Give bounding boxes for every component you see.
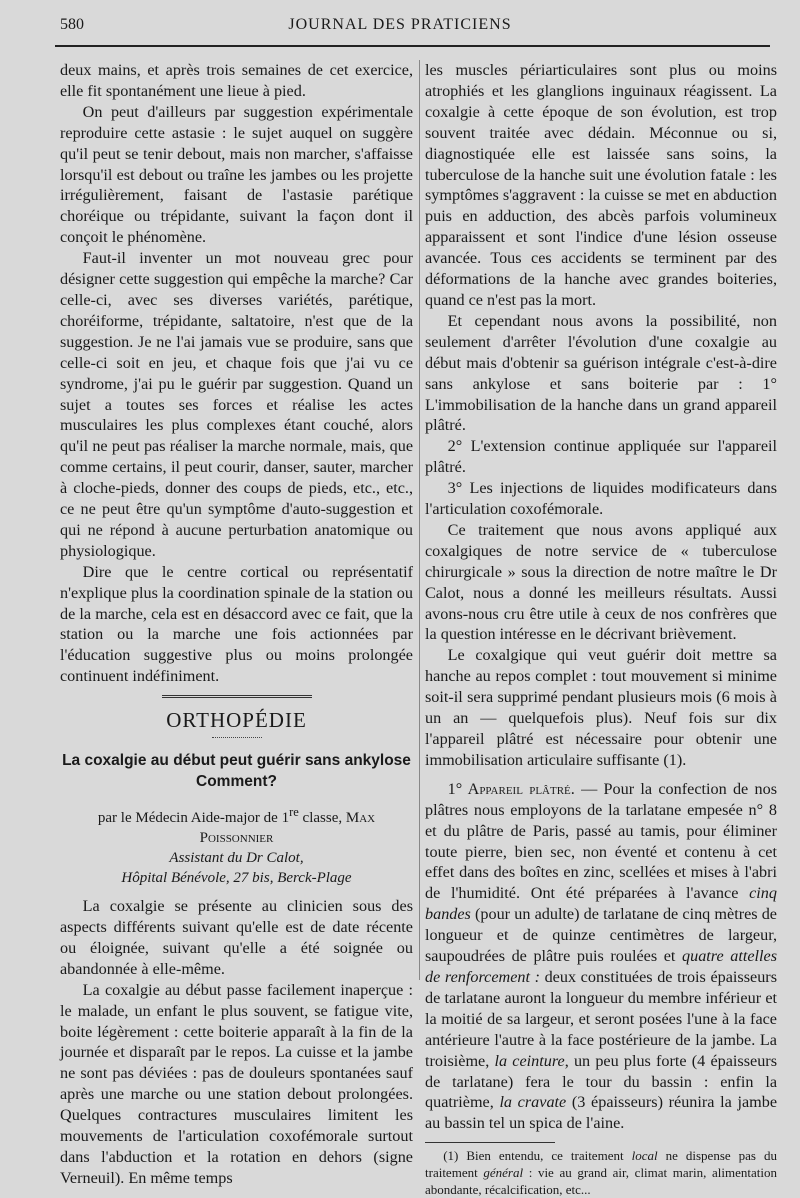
text-run: (3 épaisseurs) réunira la jambe au bassin tel un spica de l'aine. (425, 1093, 777, 1133)
running-head (0, 16, 800, 42)
text-run: (pour un adulte) de tarlatane de cinq mètres de longueur et de quinze centimètres de largeur, saupoudrées de plâtre puis roulées et (425, 905, 777, 966)
text-run: deux constituées de trois épaisseurs de tarlatane auront la longueur du membre inférieur et la moitié de sa largeur, et seront posées l'une à la face antérieure l'autre à la face postérieure de la jambe. La troisième, (425, 967, 777, 1070)
header-rule (55, 45, 770, 47)
paragraph: deux mains, et après trois semaines de cet exercice, elle fit spontanément une lieue à pied. (60, 61, 413, 100)
text-run: — Pour la confection de nos plâtres nous employons de la tarlatane empesée n° 8 et du plâtre de Paris, passé au tamis, pour éliminer toute pierre, bien sec, non éventé et contenu à cet effet dans des boîtes en zinc, scellées et mises à l'abri de l'humidité. Ont été préparées à l'avance (425, 779, 778, 903)
emphasis: quatre attelles de renforcement : (425, 947, 777, 986)
paragraph: 3° Les injections de liquides modificateurs dans l'articulation coxofémorale. (425, 479, 777, 519)
article-title (60, 750, 413, 792)
author-affiliation: Hôpital Bénévole, 27 bis, Berck-Plage (121, 870, 352, 887)
journal-title: JOURNAL DES PRATICIENS (288, 16, 512, 33)
paragraph: Le coxalgique qui veut guérir doit mettre sa hanche au repos complet : tout mouvement si minime soit-il sera supprimé pendant plusieurs mois (6 mois à un an — quelquefois plus). Neuf fois sur dix l'appareil plâtré est nécessaire pour obtenir une immobilisation articulaire suffisante (1). (425, 646, 777, 769)
paragraph: La coxalgie se présente au clinicien sous des aspects différents suivant qu'elle est de date récente ou éloignée, suivant qu'elle a été soignée ou abandonnée à elle-même. (60, 897, 413, 978)
page-number: 580 (60, 16, 84, 33)
emphasis: cinq bandes (425, 884, 777, 924)
paragraph: La coxalgie au début passe facilement inaperçue : le malade, un enfant le plus souvent, se fatigue vite, boite légèrement : cette boiterie apparaît à la fin de la journée et disparaît par le repos. La cuisse et la jambe ne sont pas déviées : pas de douleurs spontanées sauf après une marche ou une station debout prolongées. Quelques contractures musculaires limitent les mouvements de l'articulation coxofémorale surtout dans l'abduction et la rotation en dehors (signe Verneuil). En même temps (60, 980, 413, 1187)
section-underline (212, 737, 262, 738)
appareil-paragraph (425, 779, 777, 1134)
subsection-heading: 1° Appareil plâtré. (447, 779, 575, 798)
emphasis: la ceinture (494, 1051, 565, 1070)
byline-middle: classe, (298, 810, 346, 827)
section-heading: ORTHOPÉDIE (166, 708, 307, 733)
paragraph: Dire que le centre cortical ou représentatif n'explique plus la coordination spinale de la station ou de la marche, cela est en désaccord avec ce fait, que la station ou la marche une fois actionnées par l'éducation suggestive plus ou moins prolongée continuent indéfiniment. (60, 562, 413, 686)
byline (60, 802, 413, 848)
article-title-line: Comment? (196, 773, 277, 791)
byline-prefix: par le Médecin Aide-major de 1 (97, 810, 290, 827)
left-column (60, 60, 413, 1189)
text-run: , un peu plus forte (4 épaisseurs de tarlatane) fera le tour du bassin : enfin la quatrième, (425, 1051, 777, 1112)
text-run: (1) Bien entendu, ce traitement (443, 1148, 632, 1164)
paragraph: 2° L'extension continue appliquée sur l'appareil plâtré. (425, 437, 777, 477)
right-column (425, 60, 777, 1198)
emphasis: local (631, 1148, 658, 1164)
text-run: : vie au grand air, climat marin, alimentation abondante, récalcification, etc... (425, 1165, 777, 1198)
column-divider (419, 60, 420, 980)
byline-superscript: re (289, 805, 299, 820)
footnote (425, 1147, 777, 1198)
emphasis: la cravate (499, 1093, 567, 1112)
text-run: ne dispense pas du traitement (425, 1148, 777, 1181)
paragraph: Faut-il inventer un mot nouveau grec pour désigner cette suggestion qui empêche la marche? Car celle-ci, avec ses diverses variétés, parétique, choréiforme, trépidante, saltatoire, n'est que de la suggestion. Je ne l'ai jamais vue se produire, sans que celle-ci soit en jeu, et chaque fois que j'ai vu ce syndrome, j'ai pu le guérir par suggestion. Quand un sujet a toutes ses forces et réalise les actes musculaires les plus complexes étant couché, alors qu'il ne peut pas réaliser la marche normale, mais, que comme certains, il peut courir, danser, sauter, marcher à cloche-pieds, donner des coups de pieds, etc., etc., ce ne peut être qu'un symptôme d'auto-suggestion et qui ne répond à aucune perturbation anatomique ou physiologique. (60, 249, 413, 560)
author-affiliation: Assistant du Dr Calot, (169, 850, 304, 867)
author-name: Max Poissonnier (199, 810, 376, 847)
section-separator (162, 695, 312, 700)
paragraph: Et cependant nous avons la possibilité, non seulement d'arrêter l'évolution d'une coxalgie au début mais d'obtenir sa guérison intégrale c'est-à-dire sans ankylose et sans boiterie par : 1° L'immobilisation de la hanche dans un grand appareil plâtré. (425, 311, 777, 435)
article-title-line: La coxalgie au début peut guérir sans ankylose (62, 752, 411, 770)
footnote-rule (425, 1142, 555, 1143)
paragraph: les muscles périarticulaires sont plus ou moins atrophiés et les glanglions inguinaux réagissent. La coxalgie à cette époque de son évolution, est trop souvent traitée avec dédain. Méconnue ou si, diagnostiquée elle est laissée sans soins, la tuberculose de la hanche suit une évolution fatale : les symptômes s'aggravent : la cuisse se met en abduction puis en adduction, des abcès parfois volumineux apparaissent et sont l'indice d'une lésion osseuse avancée. Tous ces accidents se terminent par des déformations de la hanche avec grandes boiteries, quand ce n'est pas la mort. (425, 61, 777, 309)
emphasis: général (483, 1165, 524, 1181)
paragraph: On peut d'ailleurs par suggestion expérimentale reproduire cette astasie : le sujet auquel on suggère qu'il peut se tenir debout, mais non marcher, s'affaisse lorsqu'il est debout ou traîne les jambes ou les projette irrégulièrement, faisant de l'astasie parétique choréique ou trépidante, suivant la façon dont il conçoit le phénomène. (60, 102, 413, 247)
paragraph: Ce traitement que nous avons appliqué aux coxalgiques de notre service de « tuberculose chirurgicale » sous la direction de notre maître le Dr Calot, nous a donné les meilleurs résultats. Aussi avons-nous cru être utile à ceux de nos confrères que la question intéresse en le décrivant brièvement. (425, 520, 777, 644)
